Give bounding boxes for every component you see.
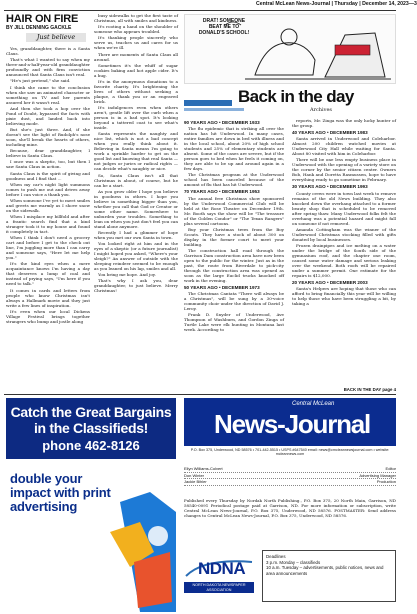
classified-ad-line1: Catch the Great Bargains [10,404,172,420]
section-accent-bar-light [184,108,244,111]
paragraph: It's even when our local Dickens Village Festival brings together strangers who bump and jostle along [6,308,90,324]
paragraph: The Christmas Cantata "There will always be a Christmas", will be sung by a 30-voice community choir under the direction of David J. Leroy. [184,291,284,312]
paragraph: Santa Claus is the spirit of giving and goodness and I find that ... [6,170,90,181]
staff-row: Don Winter Advertising Manager [184,472,396,478]
deadline-classifieds: 3 p.m. Monday – classifieds [266,559,321,565]
classified-ad [6,398,176,459]
paragraph: When I think I don't need a grocery cart and before I get to the check out line, I'm juggling more than I can carry and someone says, "Here let me help you." [6,235,90,261]
paragraph: So, Santa Claus isn't all that Christmas is about, of course, but he can be a start. [94,172,178,188]
continued-jump: BACK IN THE DAY page 4 [343,387,396,392]
section-accent-bar [184,100,232,106]
paragraph: It's indulgences even when others aren't, gentle lift over the curb when a person is in a bad spot. It's looking beyond a tattered coat to see what's inside. [94,105,178,131]
print-ad-graphic-icon [110,492,176,612]
masthead-title: News-Journal [214,409,371,439]
paragraph: When my car's night light summons comes to push me out and drives away before I can voice a thank you. [6,181,90,197]
ndna-word: NDNA [198,559,246,578]
paragraph: Amanda Cottingham was the winner of the Underwood Christmas stocking filled with gifts donated by local businesses. [292,226,396,242]
era-heading: 30 YEARS AGO • DECEMBER 1993 [292,184,368,190]
paragraph: There are moments of Santa Claus all around. [94,51,178,62]
column-title: HAIR ON FIRE [6,13,79,25]
paragraph: That's what I wanted to say when my three-and-a-half-year-old granddaughter profoundly and with firm conviction announced that Santa Claus isn't real. [6,57,90,78]
era-heading: 40 YEARS AGO • DECEMBER 1983 [292,130,368,135]
paragraph: There will be one less empty business place in Underwood with the opening of a variety store on the corner by the senior citizen center. Owners Bob, Hank and Doretta Rasmussen, hope to have everything ready to go sometime in February. [292,157,396,183]
paragraph: It's rooting a hand on the shoulder of someone who appears troubled. [94,24,178,35]
paragraph: Because, dear granddaughter, I believe in Santa Claus. [6,148,90,159]
era-heading: 70 YEARS AGO • DECEMBER 1953 [184,189,260,195]
paragraph: reports, Mr. Zinga was the only lucky hunter of the group. [292,118,396,128]
top-rule [4,10,396,11]
paragraph: You bring me hope. And joy. [98,272,156,278]
paragraph: Santa's Helpers are hoping that those who can afford to bring financially this year will be willing to help those who have been struggling a bit, by taking a [292,286,396,307]
staff-row: Ellyn Williams-Colvert Editor [184,466,396,471]
paragraph: Frozen drainpipes and ice melting on a water under the bridge of the South side of the gymnasium roof, and the chapter one room, caused some water damage and serious leaking over the weekend. Both roofs will be repaired under a summer permit. One estimate for the repairs is $12,000. [292,242,396,278]
deadlines-box [262,550,396,602]
running-header: Central McLean News-Journal | Thursday | December 14, 2023—3 [256,1,417,7]
mid-rule [4,394,396,395]
paragraph: The flu epidemic that is striking all over the nation has hit Underwood. In many cases, entire families are down in bed with illness and in the local school, about 20% of high school students and 25% of elementary students are absent. Some of the cases are severe, but if the person goes to bed when he feels it coming on, they are able to be up and around again in a few days. [184,126,284,172]
paragraph: That's why I ask you, dear granddaughter, to just believe. Merry Christmas! [94,278,178,294]
paragraph: I think she came to the conclusion when she saw an animated character or something on TV and her parents assured her it wasn't real. [6,84,90,105]
cartoon-speech: DRAT! SOMEONE BEAT ME TO DONALD'S SCHOOL! [198,18,250,36]
paragraph: It's thanking people sincerely who serve us, teaches us and cares for us when we're ill. [94,35,178,51]
masthead-small: Central McLean [292,401,335,407]
paragraph: It comes in cards and letters from people who know Christmas isn't always a Hallmark movie and they just write a few lines of inspiration. [6,287,90,308]
column-subhead: Just believe [26,33,86,42]
masthead-contact: P.O. Box 375, Underwood, ND 58576 • 701-442-5515 • USPS #647540 email: news@cmcleannewsjournal.com • website: mcleannews.com [190,448,390,457]
publication-notice: Published every Thursday by Nordak North Publishing., P.O. Box 375, 20 North Main, Garrison, ND 58540-0091 Periodical postage paid at Garrison, ND. For more information or subscription, write Central McLean News-Journal, P.O. Box 375, Underwood, ND 58576. POSTMASTER: Send address changes to Central McLean News-Journal, P.O. Box 375, Underwood, ND 58576. [184,498,396,518]
paragraph: Santa represents the naughty and nice list, which is not a bad concept when you really think about it. Believing in Santa means I'm going to work a sprinkle harder to get on the good list and knowing that real Santa — not judges or juries or radical rights — can decide what's naughty or nice. [94,131,178,172]
classified-ad-line2: in the Classifieds! [33,420,149,436]
paragraph: Yes, granddaughter, there is a Santa Claus. [6,46,90,56]
era-heading: 50 YEARS AGO • DECEMBER 1973 [184,284,260,290]
paragraph: As you grow older I hope you believe in goodness in others. I hope you believe in something bigger than you, whether you call that God or Creator or some other name. Somewhere to unburden your troubles. Something to lean on when you just don't feel you can stand alone anymore. [94,188,178,229]
paragraph: The annual free Christmas show sponsored by the Underwood Commercial Club will be held at the Rose Theatre on December 19th. Mr. Booth says the show will be "The treasure of the Golden Condor" or "The Texan Rangers" plus several cartoons. [184,195,284,226]
paragraph: "He's just pretend," she said. [10,78,71,84]
paragraph: You looked right at him and in the eyes of a skeptic (or a future journalist) I might hoped you asked, "Where's your sleigh?" An answer of outside with the sleeping reindeer seemed to be enough as you leaned on his lap, smiles and all. [94,241,178,272]
staff-row: Jackie Bihler Production [184,479,396,485]
deadline-ads: 10 a.m. Tuesday – advertisements, public notices, news and area announcements [266,565,384,576]
paragraph: The construction hall road through the Garrison Dam construction area have now been open to the public for the winter. Just as in the past, the route from Riverdale to pick-city through the construction area was opened as soon as the large Euclid trucks knocked off work in the evening. [184,247,284,283]
paragraph: When someone I've yet to meet smiles and greets me warmly as I shove snow on the sidewalk. [6,197,90,213]
column-body-2 [94,13,178,388]
print-advertising-ad [6,462,176,612]
paragraph: busy sidewalks to get the first taste of Christmas, all with smiles and kindness. [94,13,178,23]
ndna-logo [184,550,254,612]
paragraph: The Christmas program at the Underwood school has been canceled because of the amount of flu that has hit Underwood. [184,172,284,188]
ndna-caption: NORTH DAKOTA NEWSPAPER ASSOCIATION [184,582,254,593]
paragraph: It's the kind eyes when a mere acquaintance knows I'm having a day that deserves a lump of coal and instead of prying says, "I'm here if you need to talk." [6,261,90,287]
section-title: Back in the day [238,87,354,106]
era-heading: 90 YEARS AGO • DECEMBER 1933 [184,120,260,125]
paragraph: Recently I had a glimmer of hope when you met our own Santa in town. [94,229,178,240]
history-column-2 [292,118,396,386]
paragraph: County crews were in town last week to remove remains of the old News building. They also knocked down the overhang attached to a former beauty shop that is scheduled to be removed after spring thaw. Many Underwood folks felt the overhang was a potential hazard and might fall on someone if not removed. [292,190,396,226]
deadlines-title: Deadlines [266,554,286,559]
paragraph: When I misplace my billfold and after a frantic search find that a kind stranger took it to my house and found it completely in tact. [6,214,90,235]
column-body-1 [6,46,90,388]
paragraph: Santa arrived in Underwood and Coleharbor. Almost 200 children watched movies at Underwood City Hall while waiting for Santa. About 80 visited with him in Coleharbor. [292,136,396,157]
paragraph: And then she took a hop over the Pond of Doubt, bypassed the facts with pixie dust, and landed back into believing mode. [6,105,90,126]
paragraph: Buy your Christmas trees from the Boy Scouts. They have a stock of about 300 on display in the former court to meet your building. [184,226,284,247]
masthead-banner [184,398,396,446]
classified-ad-phone: phone 462-8126 [42,438,140,453]
paragraph: But she's just three. And, if she doesn't see the light of Rudolph's nose soon, she'll break the hearts of others, including mine. [6,126,90,147]
paragraph: It's in the anonymous donations to a favorite charity. It's brightening the lives of others without seeking a plaque, a thank you or an engraved brick. [94,78,178,104]
print-ad-text: double your impact with print advertising [10,471,111,514]
paragraph: Sometimes it's the whiff of sugar cookies baking and hot apple cider. It's a hug. [94,62,178,78]
era-heading: 20 YEARS AGO • DECEMBER 2003 [292,279,368,285]
history-column-1 [184,118,284,386]
column-byline: BY JILL DENNING GACKLE [6,25,72,31]
paragraph: Frank D. Snyder of Underwood, Ave Thompson of Washburn, and Gordon Zinga of Turtle Lake were elk hunting in Montana last week. According to [184,312,284,333]
paragraph: I once was a skeptic, too, but then I saw Santa Claus in action. [6,159,90,170]
staff-list [184,466,396,486]
section-subtitle: Archives [310,107,332,113]
